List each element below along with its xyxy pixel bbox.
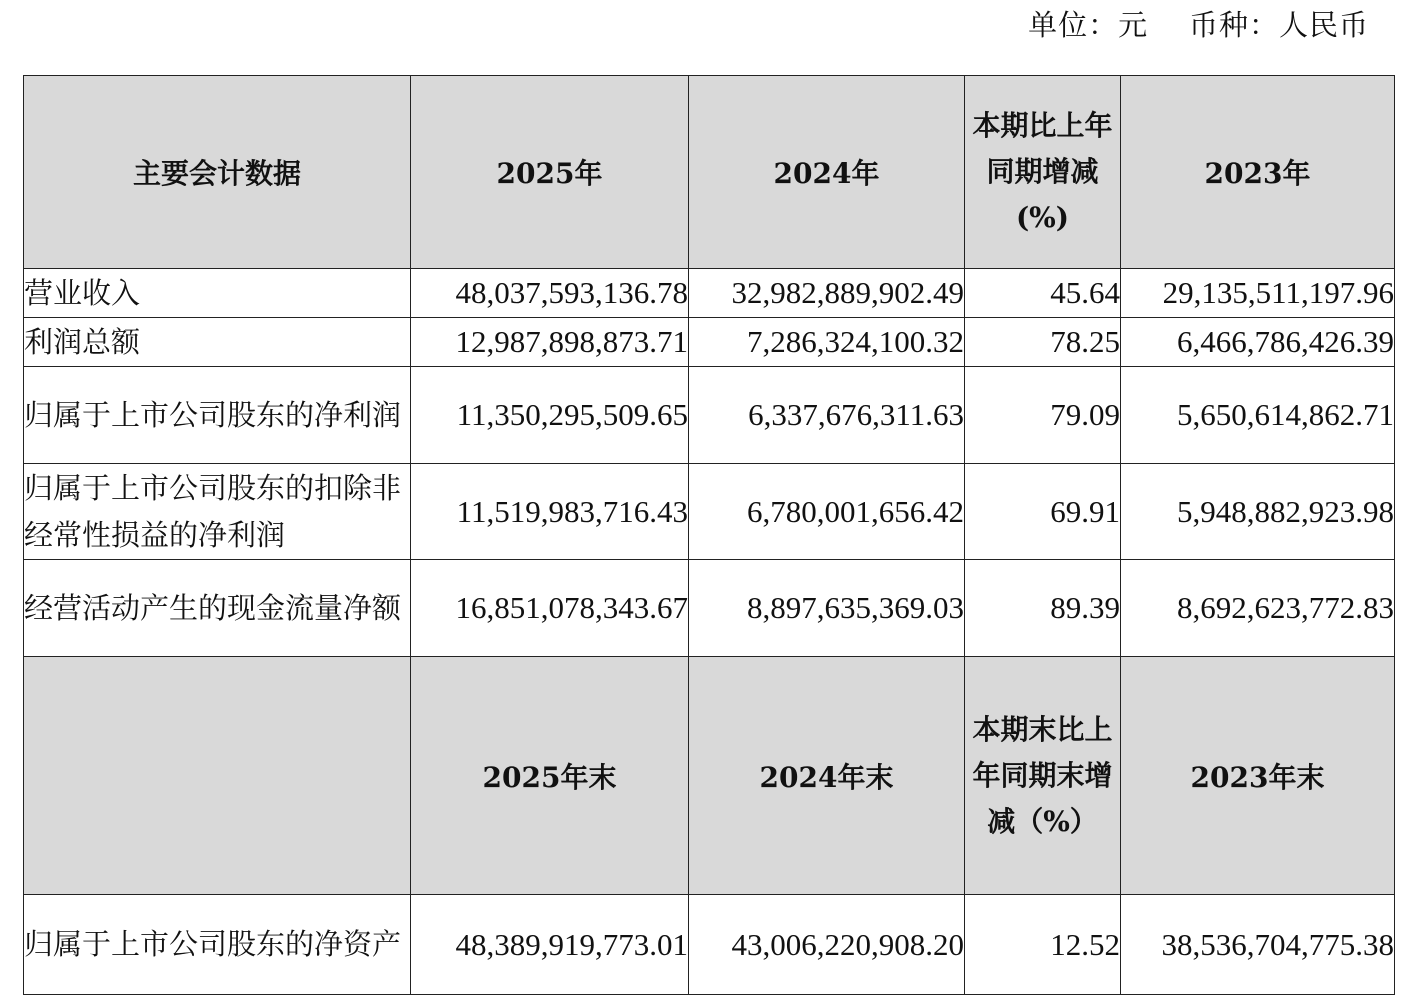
table-row — [24, 269, 1395, 318]
value-2025: 11,350,295,509.65 — [411, 367, 689, 464]
table-row — [24, 895, 1395, 995]
value-2024: 6,780,001,656.42 — [689, 464, 965, 560]
value-2023: 29,135,511,197.96 — [1121, 269, 1395, 318]
header-2024: 2024年 — [689, 76, 965, 269]
value-2023: 6,466,786,426.39 — [1121, 318, 1395, 367]
value-2024: 43,006,220,908.20 — [689, 895, 965, 995]
unit-currency-note: 单位：元 币种：人民币 — [1028, 8, 1369, 42]
value-2023: 5,650,614,862.71 — [1121, 367, 1395, 464]
header-label: 主要会计数据 — [24, 76, 411, 269]
value-2025: 48,037,593,136.78 — [411, 269, 689, 318]
value-2024: 32,982,889,902.49 — [689, 269, 965, 318]
row-label: 经营活动产生的现金流量净额 — [24, 560, 411, 657]
value-2024: 7,286,324,100.32 — [689, 318, 965, 367]
header-2024-end: 2024年末 — [689, 657, 965, 895]
value-2025: 16,851,078,343.67 — [411, 560, 689, 657]
value-change: 69.91 — [965, 464, 1121, 560]
header-change-end: 本期末比上年同期末增减（%） — [965, 657, 1121, 895]
value-2024: 6,337,676,311.63 — [689, 367, 965, 464]
value-2023: 5,948,882,923.98 — [1121, 464, 1395, 560]
table-row — [24, 560, 1395, 657]
value-2025: 11,519,983,716.43 — [411, 464, 689, 560]
row-label: 归属于上市公司股东的净资产 — [24, 895, 411, 995]
value-change: 78.25 — [965, 318, 1121, 367]
header-row — [24, 657, 1395, 895]
header-2023: 2023年 — [1121, 76, 1395, 269]
main-accounting-data-table — [23, 75, 1395, 995]
value-2023: 38,536,704,775.38 — [1121, 895, 1395, 995]
table-row — [24, 464, 1395, 560]
value-2025: 12,987,898,873.71 — [411, 318, 689, 367]
header-change: 本期比上年同期增减(%) — [965, 76, 1121, 269]
value-change: 12.52 — [965, 895, 1121, 995]
table-row — [24, 367, 1395, 464]
header-row — [24, 76, 1395, 269]
row-label: 归属于上市公司股东的扣除非经常性损益的净利润 — [24, 464, 411, 560]
value-change: 89.39 — [965, 560, 1121, 657]
header-2025: 2025年 — [411, 76, 689, 269]
header-2023-end: 2023年末 — [1121, 657, 1395, 895]
value-2024: 8,897,635,369.03 — [689, 560, 965, 657]
header-2025-end: 2025年末 — [411, 657, 689, 895]
value-change: 79.09 — [965, 367, 1121, 464]
header-label — [24, 657, 411, 895]
row-label: 归属于上市公司股东的净利润 — [24, 367, 411, 464]
value-2023: 8,692,623,772.83 — [1121, 560, 1395, 657]
table-row — [24, 318, 1395, 367]
row-label: 利润总额 — [24, 318, 411, 367]
value-2025: 48,389,919,773.01 — [411, 895, 689, 995]
row-label: 营业收入 — [24, 269, 411, 318]
value-change: 45.64 — [965, 269, 1121, 318]
